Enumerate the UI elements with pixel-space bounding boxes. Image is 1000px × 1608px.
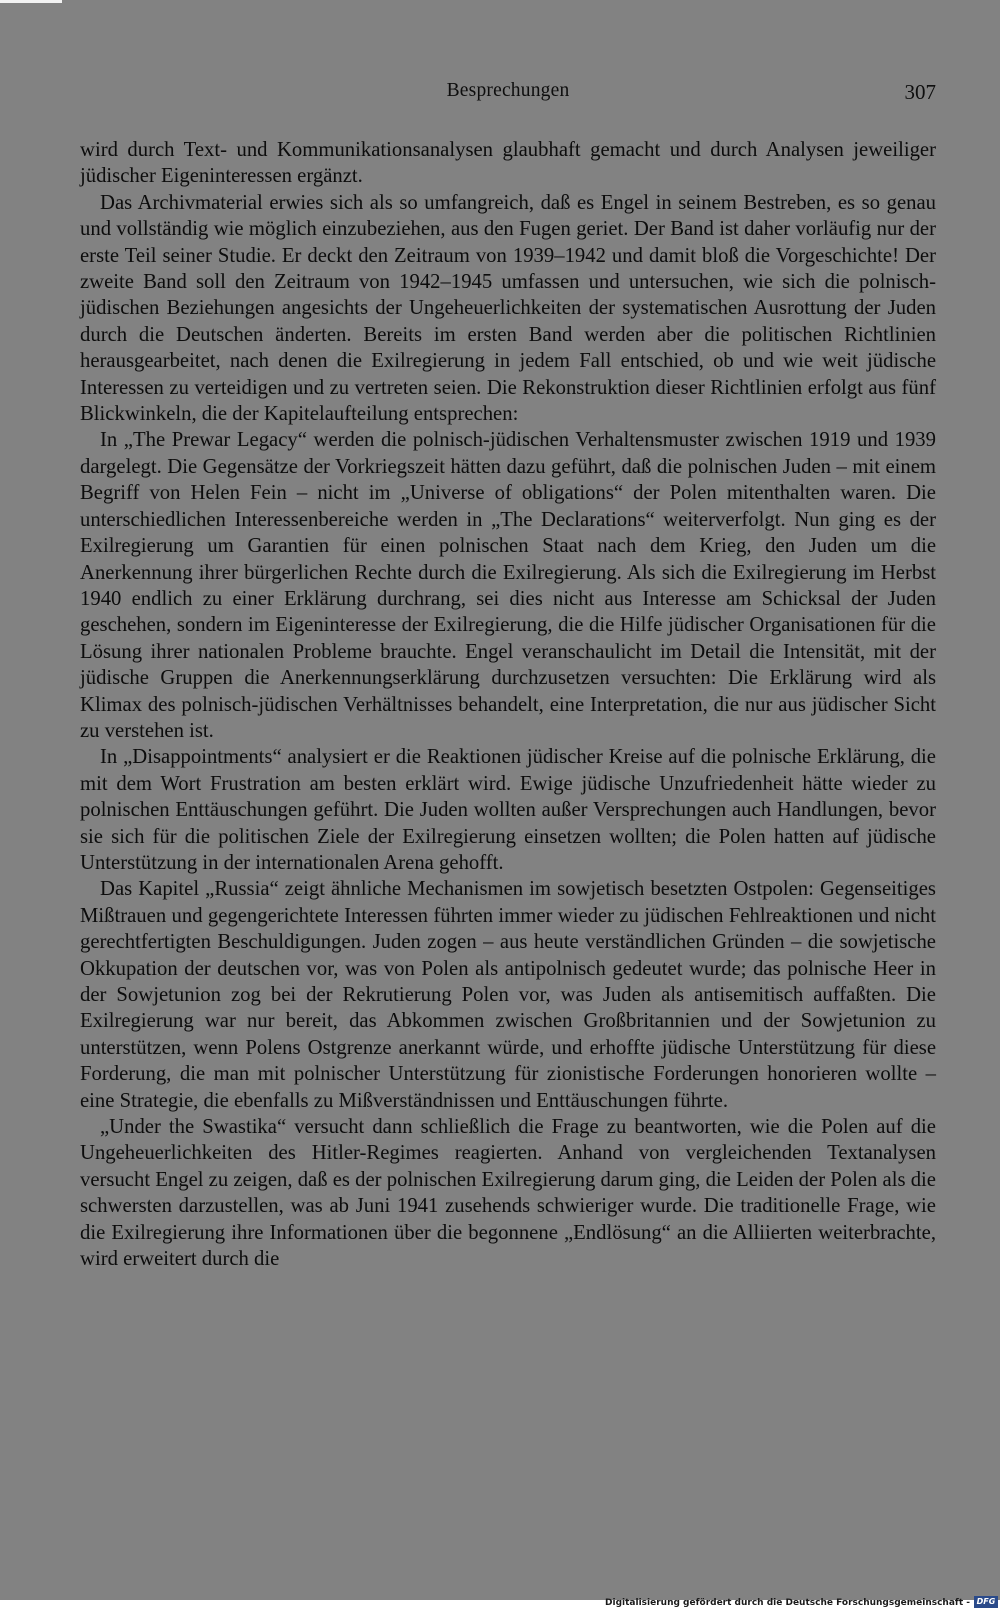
- paragraph: Das Archivmaterial erwies sich als so umfangreich, daß es Engel in seinem Bestreben, es so genau und vollständig wie möglich einzubeziehen, aus den Fugen geriet. Der Band ist daher vorläufig nur der erste Teil seiner Studie. Er deckt den Zeitraum von 1939–1942 und damit bloß die Vorgeschichte! Der zweite Band soll den Zeitraum von 1942–1945 umfassen und untersuchen, wie sich die polnisch-jüdischen Beziehungen angesichts der Ungeheuerlichkeiten der systematischen Ausrottung der Juden durch die Deutschen änderten. Bereits im ersten Band werden aber die politischen Richtlinien herausgearbeitet, nach denen die Exilregierung in jedem Fall entschied, ob und wie weit jüdische Interessen zu verteidigen und zu vertreten seien. Die Rekonstruktion dieser Richtlinien erfolgt aus fünf Blickwinkeln, die der Kapitelaufteilung entsprechen:: [80, 191, 936, 426]
- digitization-footer: [0, 1597, 1000, 1608]
- paragraph: wird durch Text- und Kommunikationsanalysen glaubhaft gemacht und durch Analysen jeweiliger jüdischer Eigeninteressen ergänzt.: [80, 139, 936, 188]
- body-text: [80, 137, 936, 1272]
- paragraph: „Under the Swastika“ versucht dann schließlich die Frage zu beantworten, wie die Polen auf die Ungeheuerlichkeiten des Hitler-Regimes reagierten. Anhand von vergleichenden Textanalysen versucht Engel zu zeigen, daß es der polnischen Exilregierung darum ging, die Leiden der Polen als die schwersten darzustellen, was ab Juni 1941 zusehends schwieriger wurde. Die traditionelle Frage, wie die Exilregierung ihre Informationen über die begonnene „Endlösung“ an die Alliierten weiterbrachte, wird erweitert durch die: [80, 1116, 936, 1271]
- running-title: Besprechungen: [446, 80, 570, 101]
- dfg-logo: DFG: [974, 1596, 998, 1608]
- running-header: [80, 80, 936, 108]
- paragraph: Das Kapitel „Russia“ zeigt ähnliche Mechanismen im sowjetisch besetzten Ostpolen: Gegenseitiges Mißtrauen und gegengerichtete Interessen führten immer wieder zu jüdischen Fehlreaktionen und nicht gerechtfertigten Beschuldigungen. Juden zogen – aus heute verständlichen Gründen – die sowjetische Okkupation der deutschen vor, was von Polen als antipolnisch gedeutet wurde; das polnische Heer in der Sowjetunion zog bei der Rekrutierung Polen vor, was Juden als antisemitisch auffaßten. Die Exilregierung war nur bereit, das Abkommen zwischen Großbritannien und der Sowjetunion zu unterstützen, wenn Polens Ostgrenze anerkannt würde, und erhoffte jüdische Unterstützung für diese Forderung, die man mit polnischer Unterstützung für zionistische Forderungen honorieren wollte – eine Strategie, die ebenfalls zu Mißverständnissen und Enttäuschungen führte.: [80, 878, 936, 1112]
- scan-edge-mark: [0, 0, 62, 3]
- page-number: 307: [904, 80, 936, 104]
- funding-credit: Digitalisierung gefördert durch die Deutsche Forschungsgemeinschaft -: [605, 1598, 970, 1608]
- paragraph: In „Disappointments“ analysiert er die Reaktionen jüdischer Kreise auf die polnische Erklärung, die mit dem Wort Frustration am besten erklärt wird. Ewige jüdische Unzufriedenheit hätte wieder zu polnischen Enttäuschungen geführt. Die Juden wollten außer Versprechungen auch Handlungen, bevor sie sich für die politischen Ziele der Exilregierung einsetzen wollten; die Polen hatten auf jüdische Unterstützung in der internationalen Arena gehofft.: [80, 746, 936, 874]
- paragraph: In „The Prewar Legacy“ werden die polnisch-jüdischen Verhaltensmuster zwischen 1919 und 1939 dargelegt. Die Gegensätze der Vorkriegszeit hätten dazu geführt, daß die polnischen Juden – mit einem Begriff von Helen Fein – nicht im „Universe of obligations“ der Polen mitenthalten waren. Die unterschiedlichen Interessenbereiche werden in „The Declarations“ weiterverfolgt. Nun ging es der Exilregierung um Garantien für einen polnischen Staat nach dem Krieg, den Juden um die Anerkennung ihrer bürgerlichen Rechte durch die Exilregierung. Als sich die Exilregierung im Herbst 1940 endlich zu einer Erklärung durchrang, sei dies nicht aus Interesse am Schicksal der Juden geschehen, sondern im Eigeninteresse der Exilregierung, die die Hilfe jüdischer Organisationen für die Lösung ihrer nationalen Probleme brauchte. Engel veranschaulicht im Detail die Intensität, mit der jüdische Gruppen die Anerkennungserklärung durchzusetzen versuchten: Die Erklärung wird als Klimax des polnisch-jüdischen Verhältnisses behandelt, eine Interpretation, die nur aus jüdischer Sicht zu verstehen ist.: [80, 429, 936, 742]
